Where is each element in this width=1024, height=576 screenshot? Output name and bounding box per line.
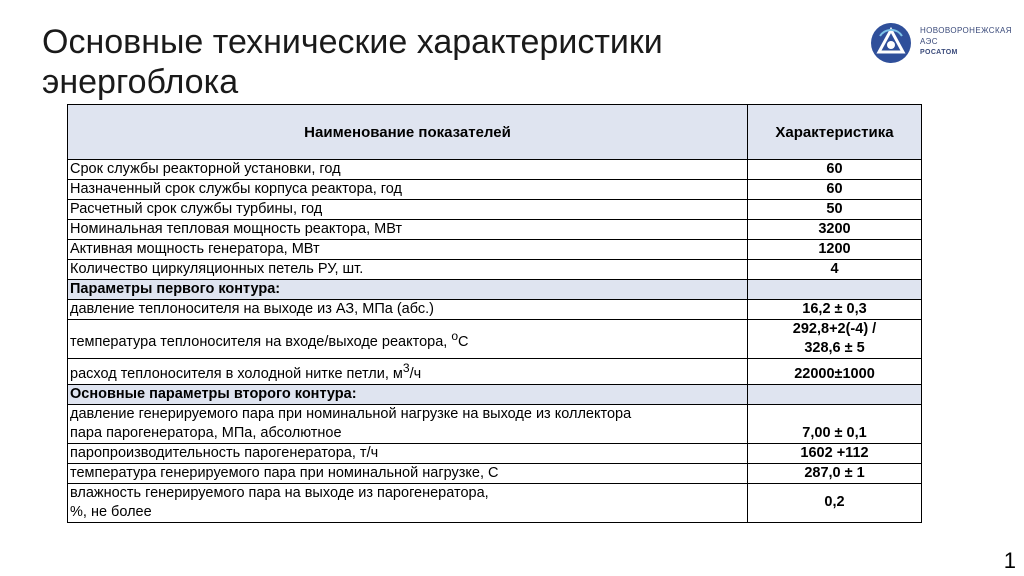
section-label: Параметры первого контура: — [68, 280, 748, 300]
row-name: Расчетный срок службы турбины, год — [68, 200, 748, 220]
slide-title — [42, 22, 663, 102]
row-value: 3200 — [748, 220, 922, 240]
row-name-suffix: С — [488, 464, 499, 481]
row-value-line-2: 328,6 ± 5 — [804, 340, 865, 356]
row-name: давление теплоносителя на выходе из АЗ, МПа (абс.) — [68, 300, 748, 320]
row-value: 60 — [748, 160, 922, 180]
row-name-text: расход теплоносителя в холодной нитке петли, м — [70, 365, 403, 382]
row-name-text: температура теплоносителя на входе/выходе реактора, — [70, 333, 452, 350]
row-value: 0,2 — [748, 483, 922, 522]
row-name: Активная мощность генератора, МВт — [68, 240, 748, 260]
row-name-superscript: 3 — [402, 361, 410, 375]
row-name — [68, 463, 748, 483]
row-value: 4 — [748, 260, 922, 280]
table-row — [68, 463, 922, 483]
row-value: 16,2 ± 0,3 — [748, 300, 922, 320]
row-name-text: температура генерируемого пара при номинальной нагрузке, — [70, 464, 489, 481]
row-value-line-1: 292,8+2(-4) / — [792, 321, 877, 337]
table-row — [68, 359, 922, 385]
row-name-suffix: /ч — [409, 365, 422, 382]
section-empty-cell — [748, 384, 922, 404]
specifications-table — [67, 104, 922, 523]
row-name: Назначенный срок службы корпуса реактора, год — [68, 180, 748, 200]
table-row — [68, 320, 922, 359]
header-characteristic: Характеристика — [748, 105, 922, 160]
logo-line-1: НОВОВОРОНЕЖСКАЯ — [920, 26, 1012, 35]
table-row — [68, 180, 922, 200]
table-row — [68, 483, 922, 522]
row-value: 1200 — [748, 240, 922, 260]
row-name-line-1: давление генерируемого пара при номинальной нагрузке на выходе из коллектора — [70, 405, 632, 422]
section-row-primary-circuit — [68, 280, 922, 300]
table-row — [68, 404, 922, 443]
section-empty-cell — [748, 280, 922, 300]
logo-line-3: РОСАТОМ — [920, 49, 958, 56]
row-value: 22000±1000 — [748, 359, 922, 385]
row-value: 60 — [748, 180, 922, 200]
table-row — [68, 443, 922, 463]
row-name: Срок службы реакторной установки, год — [68, 160, 748, 180]
section-row-secondary-circuit — [68, 384, 922, 404]
row-value: 1602 +112 — [748, 443, 922, 463]
row-name: Количество циркуляционных петель РУ, шт. — [68, 260, 748, 280]
table-row — [68, 160, 922, 180]
row-value: 50 — [748, 200, 922, 220]
row-name: Номинальная тепловая мощность реактора, МВт — [68, 220, 748, 240]
slide-title-line-1: Основные технические характеристики — [42, 23, 663, 61]
row-name-line-1: влажность генерируемого пара на выходе из парогенератора, — [70, 484, 489, 501]
table-header-row — [68, 105, 922, 160]
header-indicator-name: Наименование показателей — [68, 105, 748, 160]
rosatom-atom-icon — [870, 22, 912, 64]
table-row — [68, 240, 922, 260]
row-name: паропроизводительность парогенератора, т/ч — [68, 443, 748, 463]
row-value — [748, 320, 922, 359]
slide-title-line-2: энергоблока — [42, 63, 239, 101]
page-number: 1 — [1003, 548, 1016, 573]
table-row — [68, 220, 922, 240]
row-name — [68, 483, 748, 522]
row-name-superscript: о — [451, 328, 459, 343]
row-name-line-2: %, не более — [70, 503, 152, 520]
row-value: 287,0 ± 1 — [748, 463, 922, 483]
row-name-line-2: пара парогенератора, МПа, абсолютное — [70, 424, 342, 441]
company-logo — [870, 22, 1010, 66]
table-row — [68, 300, 922, 320]
logo-text — [920, 25, 1012, 58]
table-row — [68, 260, 922, 280]
row-name — [68, 359, 748, 385]
row-value: 7,00 ± 0,1 — [748, 404, 922, 443]
logo-line-2: АЭС — [920, 37, 938, 46]
row-name — [68, 320, 748, 359]
table-row — [68, 200, 922, 220]
section-label: Основные параметры второго контура: — [68, 384, 748, 404]
row-name — [68, 404, 748, 443]
row-name-suffix: С — [458, 333, 469, 350]
